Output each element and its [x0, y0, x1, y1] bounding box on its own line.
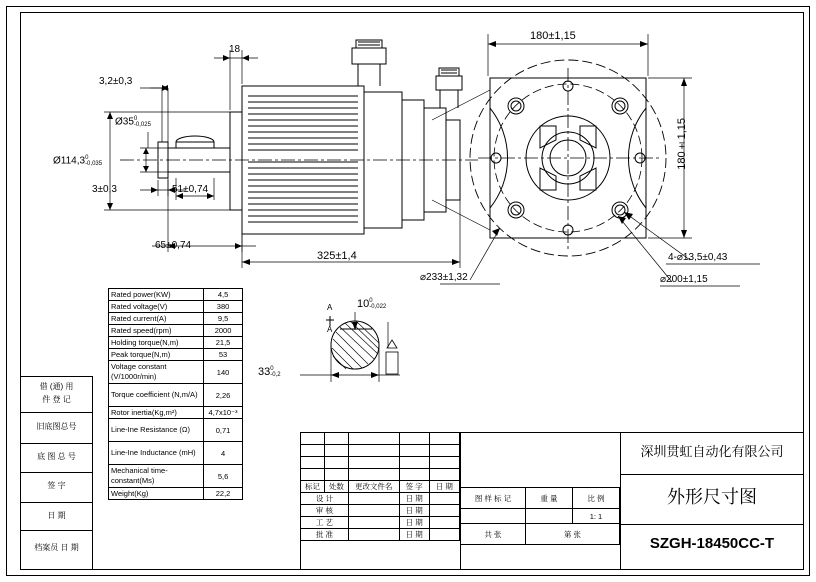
section-label-a2: A — [327, 325, 333, 334]
spec-table-body — [109, 289, 243, 500]
dim-180-top: 180±1,15 — [530, 30, 576, 42]
table-row — [301, 433, 460, 445]
table-row — [109, 384, 243, 407]
left-margin-label: 旧底图总号 — [36, 422, 77, 431]
dim-10-tol-up: 0 — [369, 298, 373, 305]
table-row — [461, 509, 620, 524]
role-cell: 设 计 — [301, 493, 349, 505]
spec-value: 4 — [204, 442, 243, 465]
mark-label: 图 样 标 记 — [461, 488, 526, 509]
spec-name: Rated power(KW) — [109, 289, 204, 301]
date-cell: 日 期 — [399, 505, 429, 517]
dim-10-value: 10 — [357, 298, 370, 310]
sheet-label: 共 张 — [461, 524, 526, 545]
title-block-divider-h — [620, 474, 804, 475]
dim-phi35 — [115, 116, 151, 128]
table-row — [301, 469, 460, 481]
dim-phi200: ⌀200±1,15 — [660, 274, 708, 285]
table-row — [301, 529, 460, 541]
date-cell: 日 期 — [399, 529, 429, 541]
table-row — [301, 517, 460, 529]
spec-name: Line-Ine Resistance (Ω) — [109, 419, 204, 442]
dim-65: 65±0,74 — [155, 240, 192, 251]
spec-name: Voltage constant (V/1000r/min) — [109, 361, 204, 384]
role-cell: 批 准 — [301, 529, 349, 541]
section-label-a: A — [327, 303, 333, 312]
table-row — [109, 349, 243, 361]
title-block-divider-v2 — [460, 432, 461, 570]
spec-value: 22,2 — [204, 488, 243, 500]
dim-325: 325±1,4 — [317, 250, 357, 262]
table-row — [109, 313, 243, 325]
dim-51: 51±0,74 — [172, 184, 209, 195]
dim-3: 3±0,3 — [92, 184, 117, 195]
title-block-divider-h — [620, 524, 804, 525]
table-row — [109, 488, 243, 500]
table-row — [109, 419, 243, 442]
drawing-title: 外形尺寸图 — [667, 487, 757, 507]
role-cell: 工 艺 — [301, 517, 349, 529]
table-row — [109, 289, 243, 301]
revision-table-body — [301, 433, 460, 541]
date-cell: 日 期 — [399, 517, 429, 529]
dim-phi35-tol-up: 0 — [133, 116, 138, 122]
dim-10 — [357, 298, 386, 310]
left-margin-label: 日 期 — [47, 511, 66, 520]
left-margin-label: 件 登 记 — [42, 395, 71, 404]
spec-value: 140 — [204, 361, 243, 384]
table-row — [109, 465, 243, 488]
role-cell: 审 核 — [301, 505, 349, 517]
spec-value: 5,6 — [204, 465, 243, 488]
dim-phi1143-value: Ø114,3 — [53, 155, 86, 167]
table-row — [461, 524, 620, 545]
table-row — [109, 442, 243, 465]
table-row — [301, 493, 460, 505]
table-row — [109, 301, 243, 313]
dim-180-right: 180±1,15 — [676, 118, 688, 170]
left-margin-label: 档案员 日 期 — [34, 543, 79, 552]
dim-3-2: 3,2±0,3 — [99, 76, 133, 87]
dim-10-tol-dn: -0,022 — [369, 304, 387, 311]
dim-phi35-tol-dn: -0,025 — [133, 122, 151, 128]
spec-name: Holding torque(N,m) — [109, 337, 204, 349]
dim-phi1143-tol-dn: -0,035 — [85, 161, 103, 167]
left-margin-label: 借 (通) 用 — [39, 382, 74, 391]
spec-name: Mechanical time-constant(Ms) — [109, 465, 204, 488]
dim-4x13-5: 4-⌀13,5±0,43 — [668, 252, 728, 263]
spec-name: Torque coefficient (N,m/A) — [109, 384, 204, 407]
dim-33-tol-dn: -0,2 — [270, 372, 281, 379]
spec-value: 4,5 — [204, 289, 243, 301]
table-row — [301, 505, 460, 517]
spec-name: Rated current(A) — [109, 313, 204, 325]
spec-value: 2,26 — [204, 384, 243, 407]
rev-header: 标记 — [301, 481, 325, 493]
table-row — [461, 488, 620, 509]
spec-value: 380 — [204, 301, 243, 313]
table-row — [109, 325, 243, 337]
spec-value: 9,5 — [204, 313, 243, 325]
table-row — [109, 361, 243, 384]
dim-18: 18 — [229, 44, 241, 55]
spec-value: 2000 — [204, 325, 243, 337]
dim-phi1143-tol-up: 0 — [85, 155, 89, 161]
scale-label: 比 例 — [572, 488, 619, 509]
rev-header: 日 期 — [429, 481, 459, 493]
spec-value: 53 — [204, 349, 243, 361]
dim-33 — [258, 366, 281, 378]
revision-table — [300, 432, 460, 541]
dim-phi233: ⌀233±1,32 — [420, 272, 468, 283]
sheet-value: 第 张 — [525, 524, 619, 545]
dim-phi35-value: Ø35 — [115, 116, 134, 128]
date-cell: 日 期 — [399, 493, 429, 505]
revision-header-row — [301, 481, 460, 493]
spec-value: 21,5 — [204, 337, 243, 349]
mark-weight-scale-body — [461, 488, 620, 545]
rev-header: 签 字 — [399, 481, 429, 493]
spec-name: Rated voltage(V) — [109, 301, 204, 313]
spec-name: Rotor inertia(Kg,m²) — [109, 407, 204, 419]
spec-name: Peak torque(N,m) — [109, 349, 204, 361]
rev-header: 处数 — [324, 481, 348, 493]
mark-weight-scale-table — [460, 487, 620, 545]
part-number: SZGH-18450CC-T — [649, 535, 775, 552]
spec-name: Rated speed(rpm) — [109, 325, 204, 337]
spec-table — [108, 288, 243, 500]
weight-label: 重 量 — [525, 488, 572, 509]
table-row — [301, 445, 460, 457]
spec-name: Line-Ine Inductance (mH) — [109, 442, 204, 465]
table-row — [109, 337, 243, 349]
dim-33-tol-up: 0 — [270, 366, 274, 373]
left-margin-label: 底 图 总 号 — [37, 452, 76, 461]
spec-name: Weight(Kg) — [109, 488, 204, 500]
left-margin-label: 签 字 — [47, 481, 66, 490]
dim-33-value: 33 — [258, 366, 271, 378]
spec-value: 4,7x10⁻³ — [204, 407, 243, 419]
table-row — [301, 457, 460, 469]
dim-phi1143 — [53, 155, 102, 167]
spec-value: 0,71 — [204, 419, 243, 442]
rev-header: 更改文件名 — [348, 481, 399, 493]
scale-value: 1: 1 — [572, 509, 619, 524]
table-row — [109, 407, 243, 419]
company-name: 深圳贯虹自动化有限公司 — [640, 444, 784, 459]
